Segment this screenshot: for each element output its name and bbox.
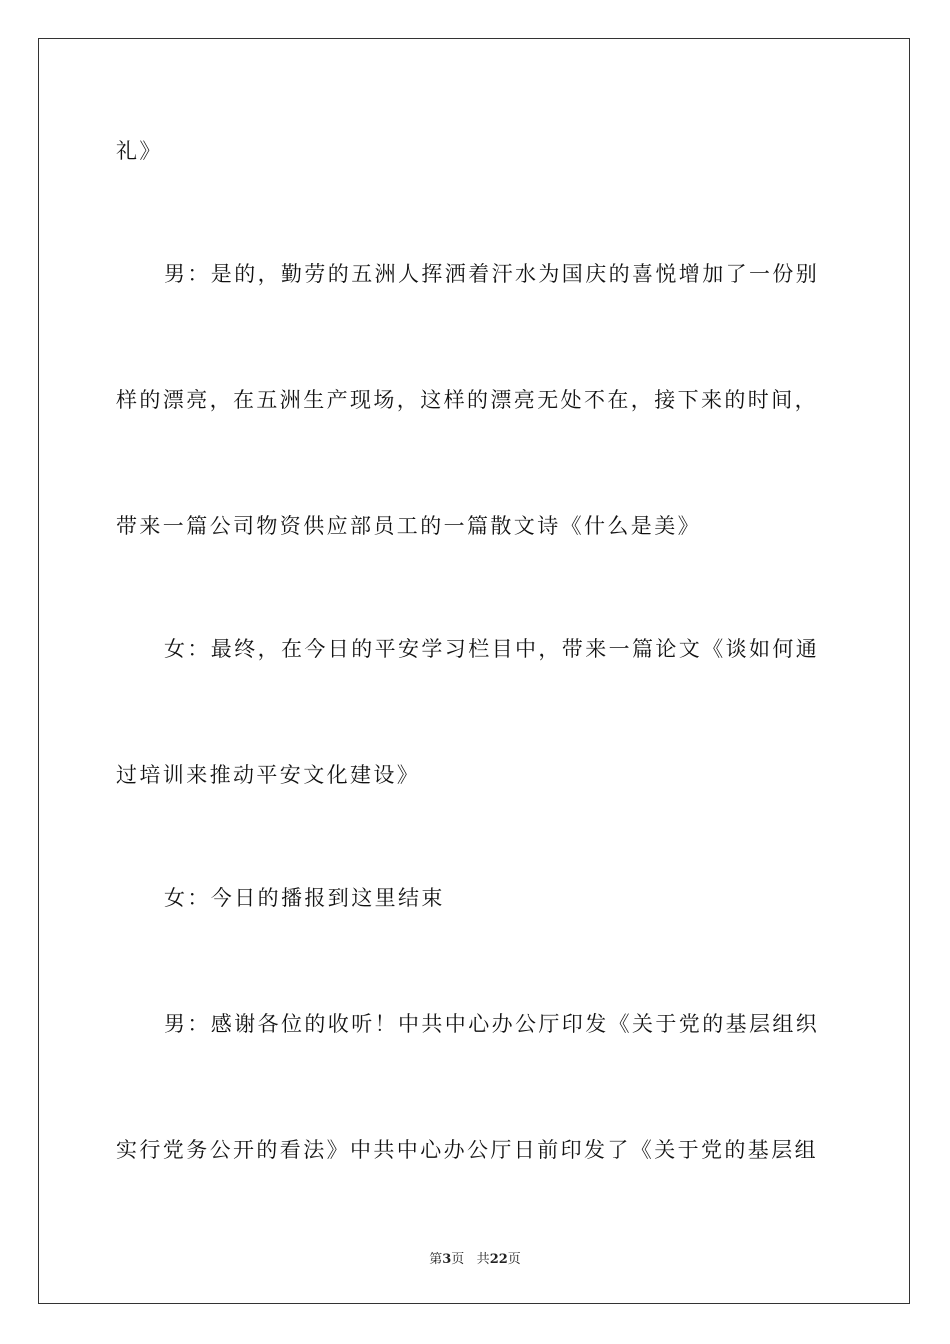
text-line-4: 带来一篇公司物资供应部员工的一篇散文诗《什么是美》: [116, 514, 701, 538]
page-footer: [0, 1248, 950, 1267]
footer-total-prefix: 共: [476, 1252, 490, 1267]
footer-page-suffix: 页: [451, 1252, 465, 1267]
page-border: [38, 38, 910, 1304]
text-line-2: 男：是的，勤劳的五洲人挥洒着汗水为国庆的喜悦增加了一份别: [164, 262, 820, 286]
footer-total-pages: 22: [489, 1252, 508, 1267]
footer-total-suffix: 页: [507, 1252, 521, 1267]
text-line-7: 女：今日的播报到这里结束: [164, 886, 445, 910]
text-line-9: 实行党务公开的看法》中共中心办公厅日前印发了《关于党的基层组: [116, 1138, 818, 1162]
text-line-6: 过培训来推动平安文化建设》: [116, 763, 421, 787]
footer-page-number: 3: [442, 1252, 452, 1267]
text-line-5: 女：最终，在今日的平安学习栏目中，带来一篇论文《谈如何通: [164, 637, 820, 661]
footer-page-prefix: 第: [429, 1252, 443, 1267]
text-line-1: 礼》: [116, 139, 163, 163]
text-line-3: 样的漂亮，在五洲生产现场，这样的漂亮无处不在，接下来的时间，: [116, 388, 818, 412]
text-line-8: 男：感谢各位的收听！中共中心办公厅印发《关于党的基层组织: [164, 1012, 820, 1036]
